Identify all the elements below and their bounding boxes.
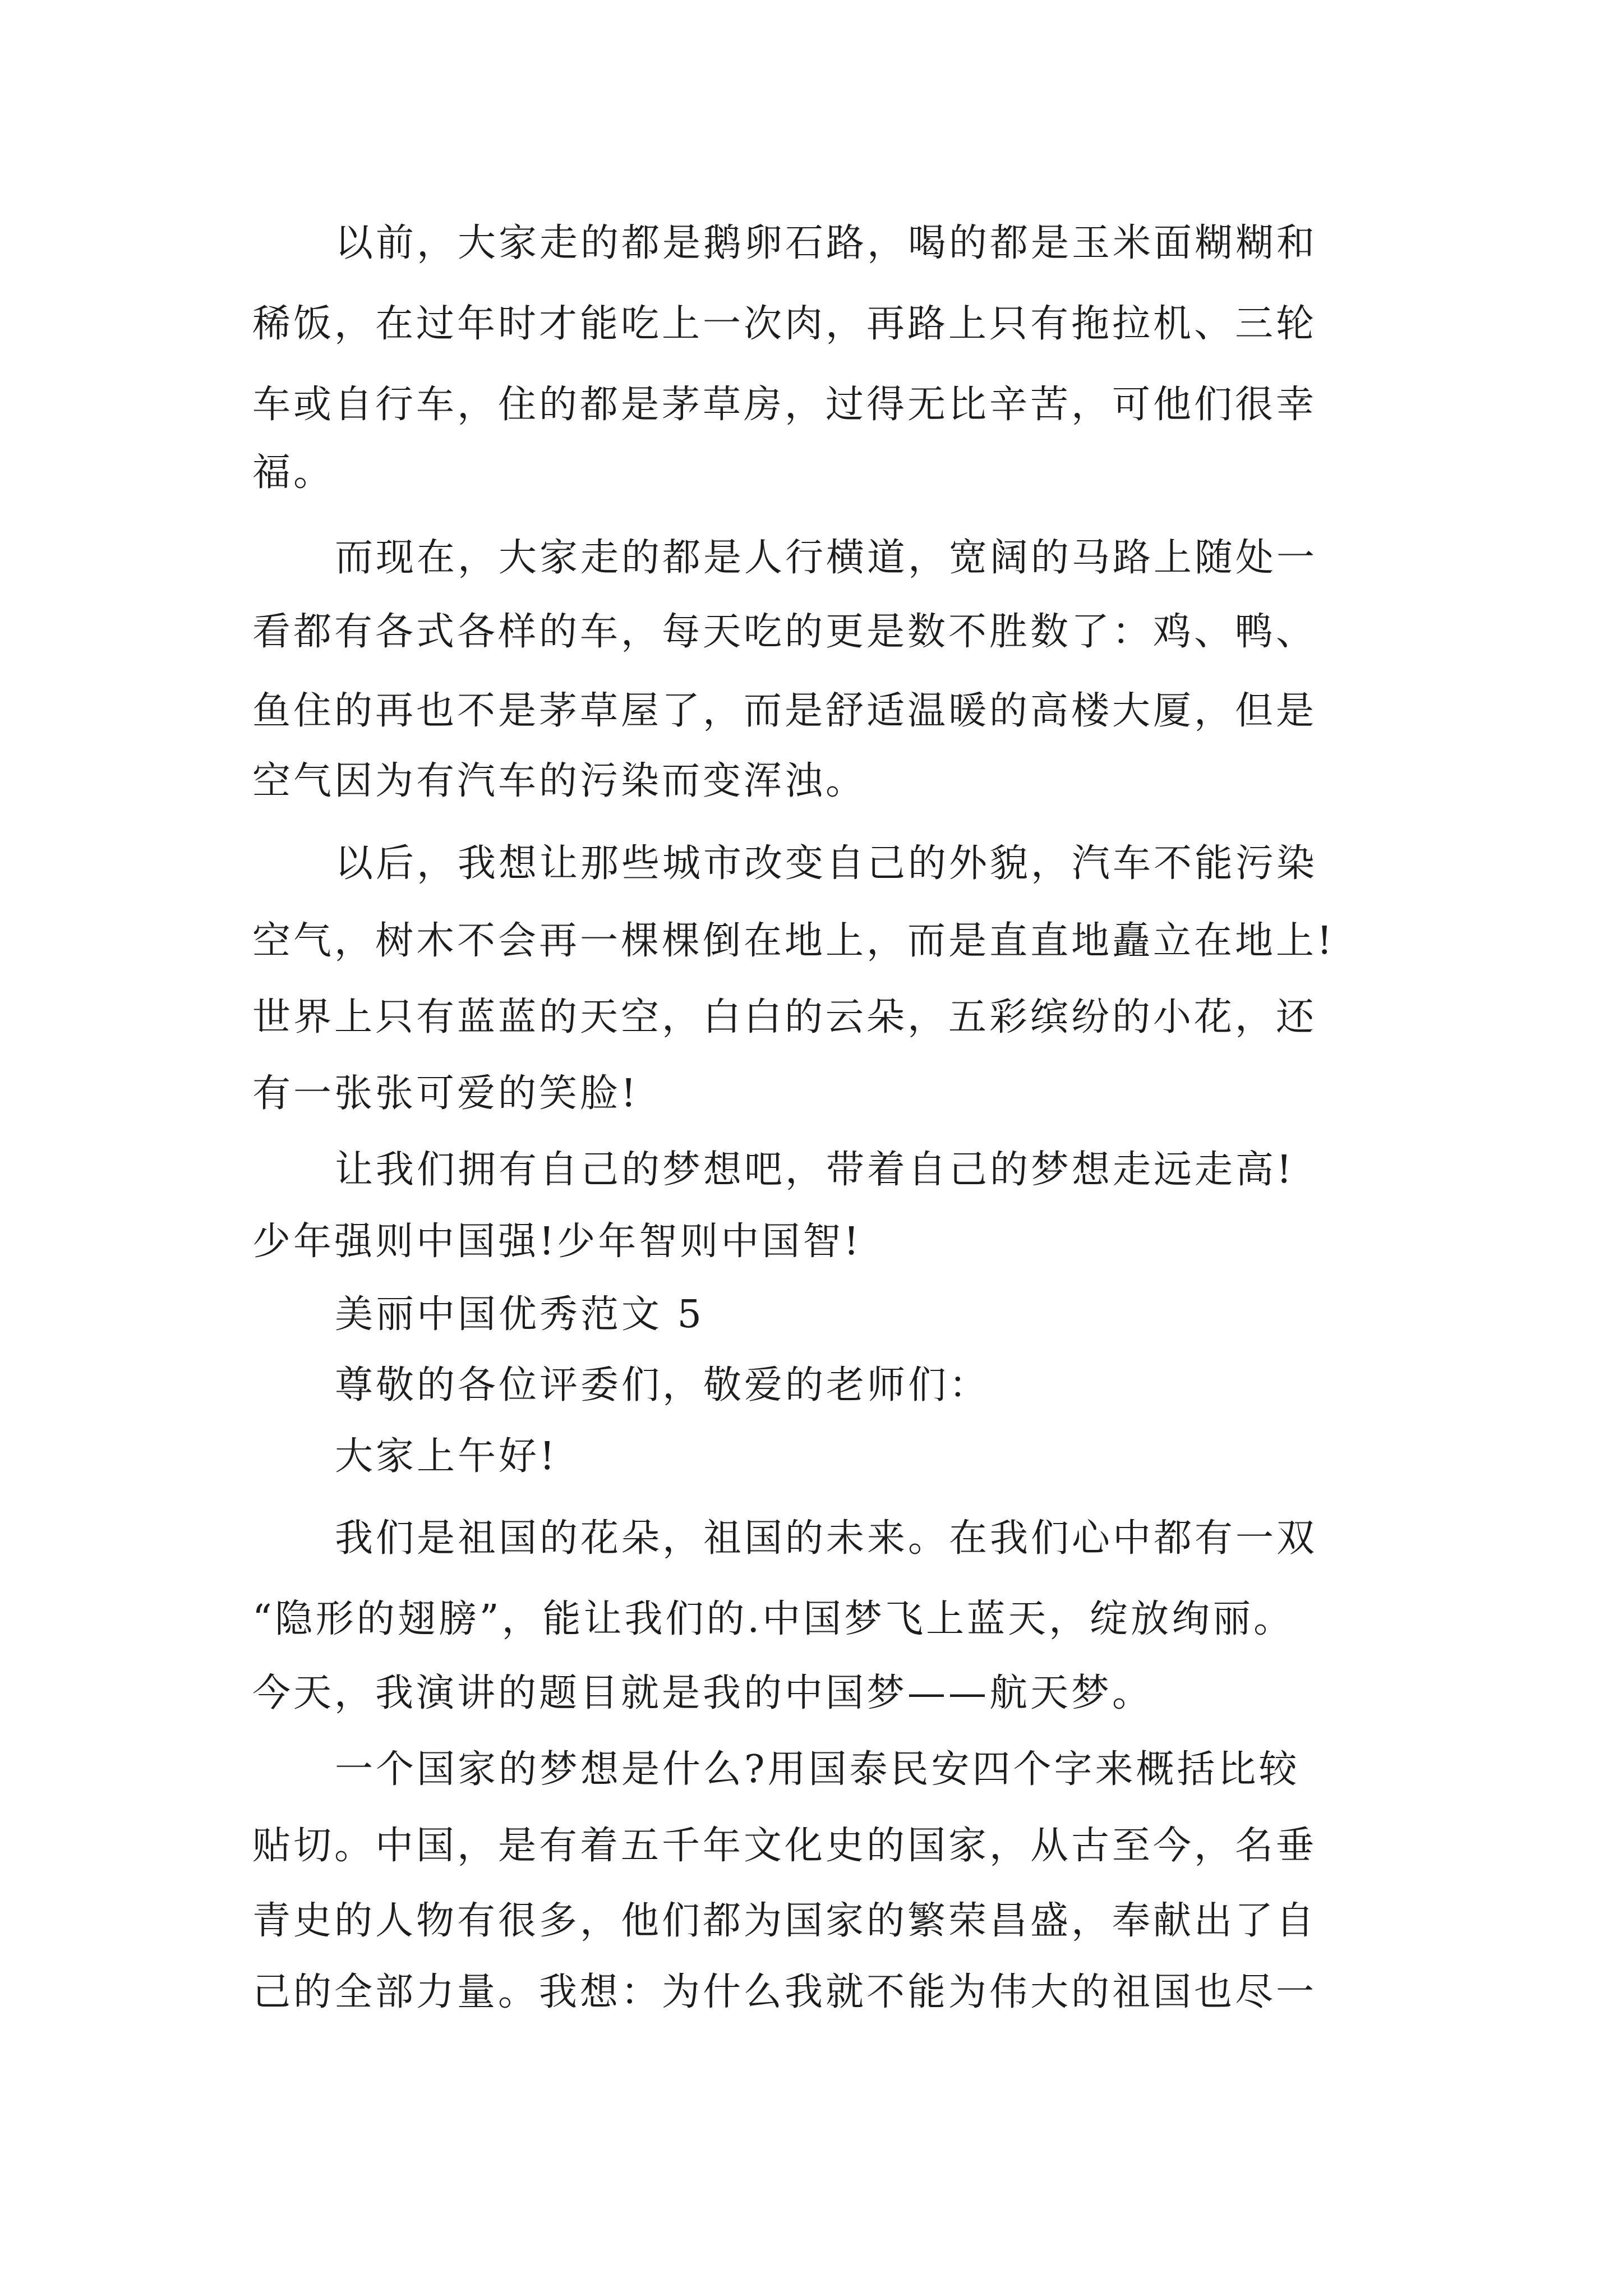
text-line: 一个国家的梦想是什么?用国泰民安四个字来概括比较 [335, 1747, 1300, 1792]
text-line: 车或自行车，住的都是茅草房，过得无比辛苦，可他们很幸 [252, 383, 1317, 427]
text-line: 空气，树木不会再一棵棵倒在地上，而是直直地矗立在地上! [252, 919, 1335, 963]
text-line: 以前，大家走的都是鹅卵石路，喝的都是玉米面糊糊和 [335, 221, 1318, 265]
text-line: 我们是祖国的花朵，祖国的未来。在我们心中都有一双 [335, 1516, 1318, 1561]
text-line: 而现在，大家走的都是人行横道，宽阔的马路上随处一 [335, 536, 1318, 580]
text-line: 稀饭，在过年时才能吃上一次肉，再路上只有拖拉机、三轮 [252, 302, 1317, 346]
text-line: 空气因为有汽车的污染而变浑浊。 [252, 759, 867, 803]
text-line: 己的全部力量。我想：为什么我就不能为伟大的祖国也尽一 [252, 1970, 1317, 2014]
text-line: 福。 [252, 450, 335, 495]
section-heading: 美丽中国优秀范文 5 [335, 1292, 704, 1337]
text-line: 青史的人物有很多，他们都为国家的繁荣昌盛，奉献出了自 [252, 1899, 1317, 1943]
text-line: 贴切。中国，是有着五千年文化史的国家，从古至今，名垂 [252, 1824, 1317, 1868]
text-line: 看都有各式各样的车，每天吃的更是数不胜数了：鸡、鸭、 [252, 610, 1317, 654]
text-line: 以后，我想让那些城市改变自己的外貌，汽车不能污染 [335, 841, 1318, 886]
text-line: “隐形的翅膀”，能让我们的.中国梦飞上蓝天，绽放绚丽。 [252, 1597, 1295, 1641]
text-line: 尊敬的各位评委们，敬爱的老师们： [335, 1363, 990, 1407]
text-line: 有一张张可爱的笑脸! [252, 1071, 639, 1116]
text-line: 世界上只有蓝蓝的天空，白白的云朵，五彩缤纷的小花，还 [252, 995, 1317, 1039]
text-line: 鱼住的再也不是茅草屋了，而是舒适温暖的高楼大厦，但是 [252, 689, 1317, 733]
text-line: 少年强则中国强!少年智则中国智! [252, 1220, 862, 1264]
text-line: 今天，我演讲的题目就是我的中国梦——航天梦。 [252, 1671, 1154, 1715]
text-line: 让我们拥有自己的梦想吧，带着自己的梦想走远走高! [335, 1148, 1295, 1192]
text-line: 大家上午好! [335, 1434, 558, 1479]
